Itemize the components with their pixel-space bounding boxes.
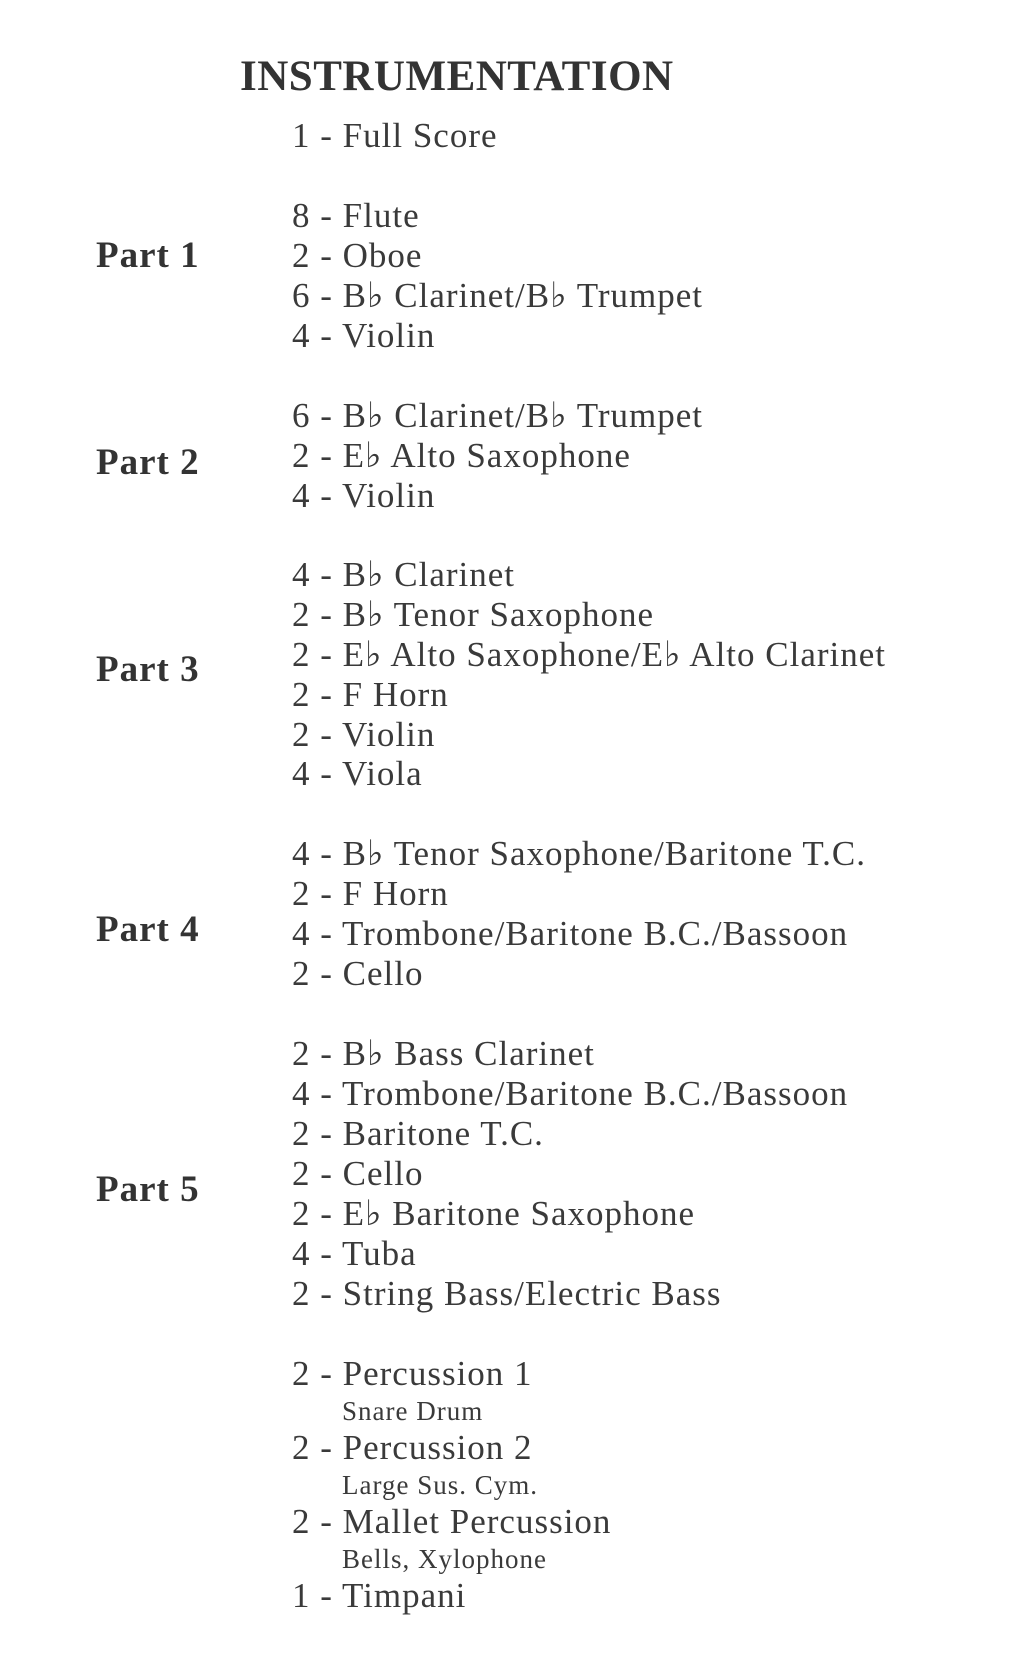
percussion-detail: Large Sus. Cym. <box>342 1470 538 1500</box>
instrument-line: 2 - E♭ Baritone Saxophone <box>292 1194 696 1233</box>
instrument-line: 4 - Violin <box>292 476 436 515</box>
instrument-line: 2 - B♭ Bass Clarinet <box>292 1034 595 1073</box>
instrument-line: 6 - B♭ Clarinet/B♭ Trumpet <box>292 276 703 315</box>
instrument-line: 4 - Trombone/Baritone B.C./Bassoon <box>292 914 849 953</box>
instrument-line: 4 - B♭ Tenor Saxophone/Baritone T.C. <box>292 834 867 873</box>
instrument-line: 2 - Cello <box>292 954 424 993</box>
part-5-label: Part 5 <box>96 1169 200 1210</box>
instrument-line: 2 - String Bass/Electric Bass <box>292 1274 722 1313</box>
instrument-line: 6 - B♭ Clarinet/B♭ Trumpet <box>292 396 703 435</box>
part-1-label: Part 1 <box>96 235 200 276</box>
instrument-line: 2 - F Horn <box>292 675 449 714</box>
instrument-line: 4 - Tuba <box>292 1234 417 1273</box>
part-3-label: Part 3 <box>96 649 200 690</box>
percussion-line: 2 - Mallet Percussion <box>292 1502 612 1541</box>
page-title: INSTRUMENTATION <box>240 53 674 100</box>
percussion-line: 2 - Percussion 1 <box>292 1354 533 1393</box>
instrument-line: 4 - B♭ Clarinet <box>292 555 516 594</box>
instrument-line: 4 - Trombone/Baritone B.C./Bassoon <box>292 1074 849 1113</box>
instrument-line: 2 - F Horn <box>292 874 449 913</box>
instrument-line: 2 - E♭ Alto Saxophone <box>292 436 631 475</box>
instrument-line: 2 - Baritone T.C. <box>292 1114 544 1153</box>
part-2-label: Part 2 <box>96 442 200 483</box>
instrument-line: 2 - Oboe <box>292 236 423 275</box>
instrument-line: 2 - E♭ Alto Saxophone/E♭ Alto Clarinet <box>292 635 887 674</box>
instrument-line: 2 - Cello <box>292 1154 424 1193</box>
percussion-line: 2 - Percussion 2 <box>292 1428 533 1467</box>
full-score-line: 1 - Full Score <box>292 116 498 155</box>
instrument-line: 2 - Violin <box>292 715 436 754</box>
instrument-line: 4 - Viola <box>292 754 423 793</box>
part-4-label: Part 4 <box>96 909 200 950</box>
instrument-line: 2 - B♭ Tenor Saxophone <box>292 595 655 634</box>
instrument-line: 8 - Flute <box>292 196 420 235</box>
percussion-detail: Snare Drum <box>342 1396 484 1426</box>
percussion-detail: Bells, Xylophone <box>342 1544 547 1574</box>
instrument-line: 4 - Violin <box>292 316 436 355</box>
percussion-line: 1 - Timpani <box>292 1576 467 1615</box>
